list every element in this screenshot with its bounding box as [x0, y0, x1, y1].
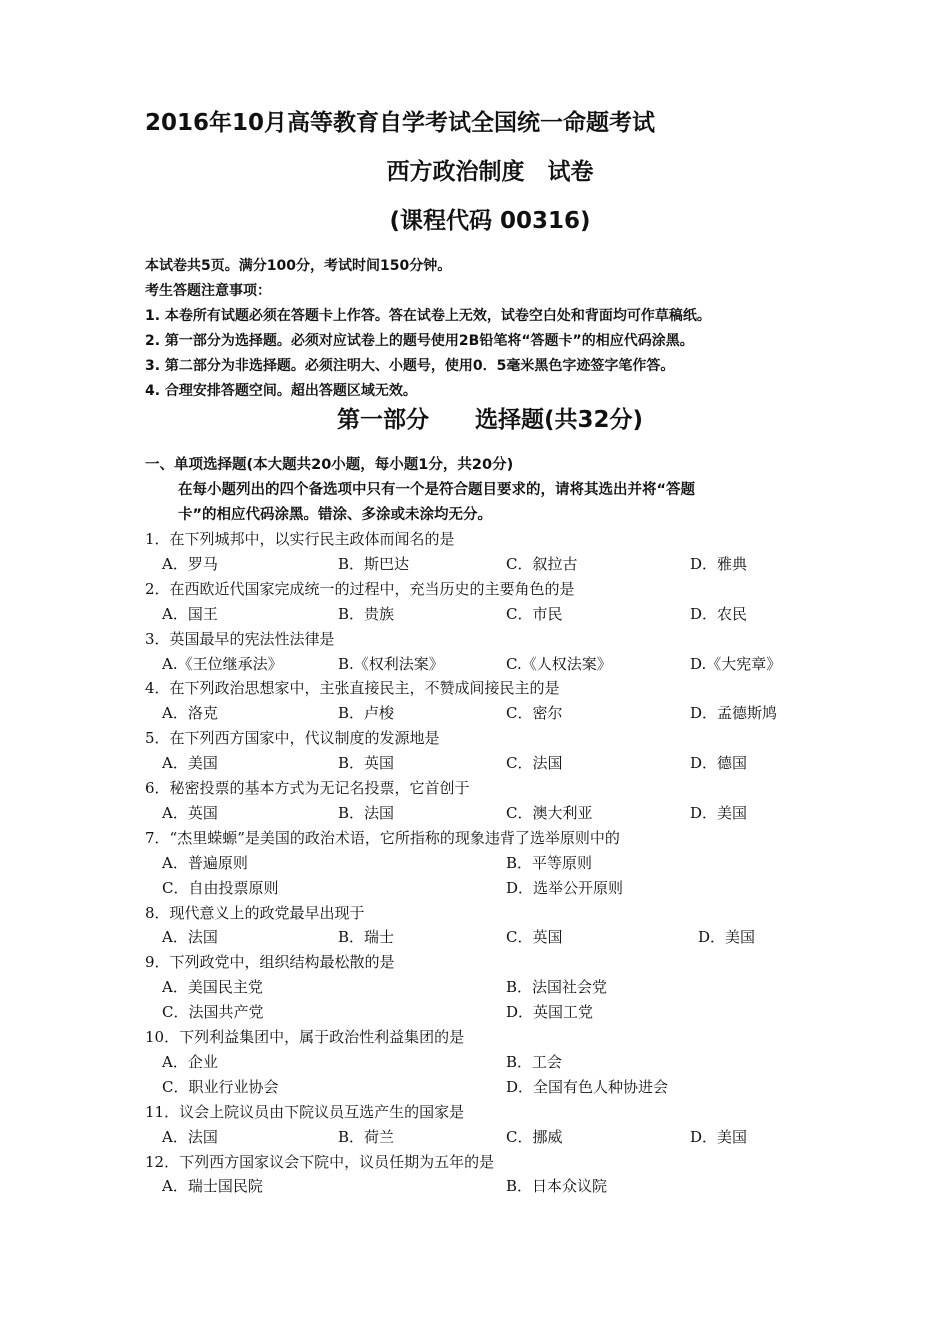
answer-option: C．职业行业协会	[162, 1077, 279, 1096]
answer-option: B．日本众议院	[506, 1177, 608, 1196]
question-stem: 2．在西欧近代国家完成统一的过程中，充当历史的主要角色的是	[145, 579, 575, 598]
section-title: 一、单项选择题(本大题共20小题，每小题1分，共20分)	[145, 457, 514, 473]
question-stem: 4．在下列政治思想家中，主张直接民主，不赞成间接民主的是	[145, 679, 560, 698]
exam-subject-title: 西方政治制度 试卷	[386, 159, 594, 185]
answer-option: D.《大宪章》	[690, 654, 782, 673]
answer-option: C．挪威	[506, 1127, 563, 1146]
exam-header-title: 2016年10月高等教育自学考试全国统一命题考试	[145, 110, 656, 136]
answer-option: A．普遍原则	[162, 853, 248, 872]
answer-option: B．卢梭	[338, 704, 395, 723]
answer-option: B．荷兰	[338, 1127, 395, 1146]
answer-option: A．法国	[162, 1127, 218, 1146]
note-item: 4. 合理安排答题空间。超出答题区域无效。	[145, 383, 417, 399]
answer-option: B．法国	[338, 803, 395, 822]
question-stem: 6．秘密投票的基本方式为无记名投票，它首创于	[145, 779, 470, 797]
answer-option: C．英国	[506, 928, 563, 947]
answer-option: D．美国	[690, 1127, 748, 1146]
section-instruction: 在每小题列出的四个备选项中只有一个是符合题目要求的，请将其选出并将“答题	[178, 482, 696, 498]
answer-option: A.《王位继承法》	[162, 654, 283, 673]
answer-option: C．叙拉古	[506, 554, 578, 573]
answer-option: A．企业	[162, 1052, 218, 1071]
answer-option: C．密尔	[506, 704, 563, 723]
answer-option: C．法国共产党	[162, 1003, 264, 1022]
question-stem: 11．议会上院议员由下院议员互选产生的国家是	[145, 1102, 465, 1121]
answer-option: C.《人权法案》	[506, 654, 612, 673]
answer-option: D．选举公开原则	[506, 878, 624, 897]
note-item: 3. 第二部分为非选择题。必须注明大、小题号，使用0．5毫米黑色字迹签字笔作答。	[145, 358, 675, 374]
answer-option: C．法国	[506, 754, 563, 773]
answer-option: A．美国民主党	[162, 978, 263, 997]
exam-summary: 本试卷共5页。满分100分，考试时间150分钟。	[145, 258, 452, 274]
answer-option: B.《权利法案》	[338, 654, 444, 673]
answer-option: D．孟德斯鸠	[690, 704, 778, 723]
answer-option: D．雅典	[690, 554, 748, 573]
answer-option: B．贵族	[338, 604, 395, 623]
answer-option: B．工会	[506, 1052, 563, 1071]
answer-option: A．法国	[162, 928, 218, 947]
answer-option: B．斯巴达	[338, 554, 410, 573]
part-title: 第一部分 选择题(共32分)	[336, 407, 644, 433]
answer-option: A．洛克	[162, 704, 218, 723]
answer-option: B．法国社会党	[506, 978, 608, 997]
question-stem: 5．在下列西方国家中，代议制度的发源地是	[145, 729, 440, 748]
answer-option: D．美国	[690, 803, 748, 822]
notes-heading: 考生答题注意事项：	[145, 283, 271, 299]
question-stem: 9．下列政党中，组织结构最松散的是	[145, 953, 395, 972]
answer-option: D．农民	[690, 604, 748, 623]
note-item: 1. 本卷所有试题必须在答题卡上作答。答在试卷上无效，试卷空白处和背面均可作草稿纸。	[145, 308, 711, 324]
section-instruction: 卡”的相应代码涂黑。错涂、多涂或未涂均无分。	[178, 507, 493, 523]
answer-option: C．市民	[506, 604, 563, 623]
answer-option: A．国王	[162, 604, 218, 623]
answer-option: B．英国	[338, 754, 395, 773]
answer-option: D．德国	[690, 754, 748, 773]
note-item: 2. 第一部分为选择题。必须对应试卷上的题号使用2B铅笔将“答题卡”的相应代码涂黑。	[145, 333, 694, 349]
answer-option: A．英国	[162, 803, 218, 822]
question-stem: 12．下列西方国家议会下院中，议员任期为五年的是	[145, 1152, 495, 1171]
course-code: (课程代码 00316)	[389, 208, 591, 234]
answer-option: A．瑞士国民院	[162, 1177, 263, 1196]
answer-option: B．平等原则	[506, 853, 593, 872]
answer-option: A．罗马	[162, 554, 218, 573]
question-stem: 10．下列利益集团中，属于政治性利益集团的是	[145, 1028, 465, 1046]
question-stem: 8．现代意义上的政党最早出现于	[145, 903, 365, 922]
answer-option: C．澳大利亚	[506, 803, 593, 822]
answer-option: D．美国	[698, 928, 756, 947]
answer-option: D．全国有色人种协进会	[506, 1077, 669, 1096]
question-stem: 3．英国最早的宪法性法律是	[145, 629, 335, 648]
question-stem: 7．“杰里蝾螈”是美国的政治术语，它所指称的现象违背了选举原则中的	[145, 828, 620, 847]
question-stem: 1．在下列城邦中，以实行民主政体而闻名的是	[145, 530, 455, 548]
answer-option: A．美国	[162, 754, 218, 773]
answer-option: D．英国工党	[506, 1003, 594, 1022]
answer-option: B．瑞士	[338, 928, 395, 947]
answer-option: C．自由投票原则	[162, 878, 279, 897]
